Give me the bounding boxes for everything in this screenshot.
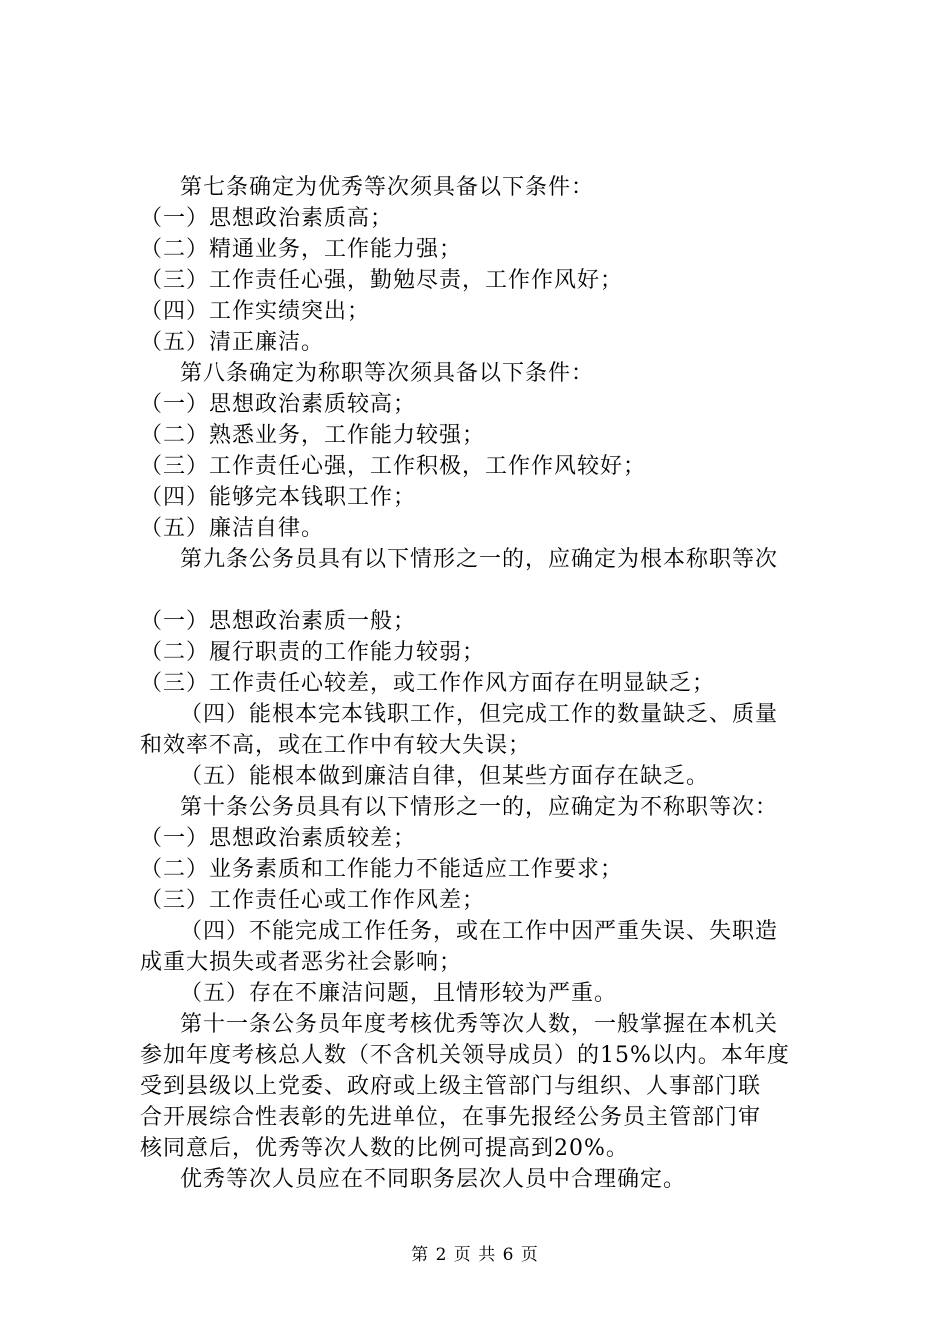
article-7-item-4: （四）工作实绩突出； — [140, 299, 371, 324]
article-11-line-4: 合开展综合性表彰的先进单位，在事先报经公务员主管部门审 — [140, 1105, 762, 1130]
article-10-item-4: （四）不能完成工作任务，或在工作中因严重失误、失职造 — [180, 919, 779, 944]
article-9-item-4: （四）能根本完本钱职工作，但完成工作的数量缺乏、质量 — [180, 702, 779, 727]
article-7-item-2: （二）精通业务，工作能力强； — [140, 237, 463, 262]
article-9-item-2: （二）履行职责的工作能力较弱； — [140, 640, 486, 665]
article-10-item-4-cont: 成重大损失或者恶劣社会影响； — [140, 950, 463, 975]
article-8-item-2: （二）熟悉业务，工作能力较强； — [140, 423, 486, 448]
article-9-item-3: （三）工作责任心较差，或工作作风方面存在明显缺乏； — [140, 671, 716, 696]
article-11-line-2: 参加年度考核总人数（不含机关领导成员）的15%以内。本年度 — [140, 1043, 790, 1068]
article-10-item-2: （二）业务素质和工作能力不能适应工作要求； — [140, 857, 624, 882]
article-11-closing: 优秀等次人员应在不同职务层次人员中合理确定。 — [180, 1167, 687, 1192]
article-7-item-5: （五）清正廉洁。 — [140, 330, 325, 355]
article-10-item-3: （三）工作责任心或工作作风差； — [140, 888, 486, 913]
article-8-item-4: （四）能够完本钱职工作； — [140, 485, 417, 510]
article-10-heading: 第十条公务员具有以下情形之一的，应确定为不称职等次： — [180, 795, 779, 820]
blank-line — [140, 575, 840, 606]
article-11-line-3: 受到县级以上党委、政府或上级主管部门与组织、人事部门联 — [140, 1074, 762, 1099]
article-8-heading: 第八条确定为称职等次须具备以下条件： — [180, 361, 595, 386]
article-8-item-1: （一）思想政治素质较高； — [140, 392, 417, 417]
article-7-heading: 第七条确定为优秀等次须具备以下条件： — [180, 175, 595, 200]
article-7-item-1: （一）思想政治素质高； — [140, 206, 394, 231]
article-10-item-1: （一）思想政治素质较差； — [140, 826, 417, 851]
page-footer: 第 2 页 共 6 页 — [411, 1245, 539, 1265]
article-9-item-4-cont: 和效率不高，或在工作中有较大失误； — [140, 733, 532, 758]
article-9-item-5: （五）能根本做到廉洁自律，但某些方面存在缺乏。 — [180, 764, 710, 789]
article-8-item-3: （三）工作责任心强，工作积极，工作作风较好； — [140, 454, 647, 479]
article-8-item-5: （五）廉洁自律。 — [140, 516, 325, 541]
article-7-item-3: （三）工作责任心强，勤勉尽责，工作作风好； — [140, 268, 624, 293]
article-11-line-5: 核同意后，优秀等次人数的比例可提高到20%。 — [140, 1136, 629, 1161]
document-body — [140, 172, 840, 1195]
article-9-item-1: （一）思想政治素质一般； — [140, 609, 417, 634]
article-9-heading: 第九条公务员具有以下情形之一的，应确定为根本称职等次 — [180, 547, 779, 572]
article-11-line-1: 第十一条公务员年度考核优秀等次人数，一般掌握在本机关 — [180, 1012, 779, 1037]
article-10-item-5: （五）存在不廉洁问题，且情形较为严重。 — [180, 981, 618, 1006]
